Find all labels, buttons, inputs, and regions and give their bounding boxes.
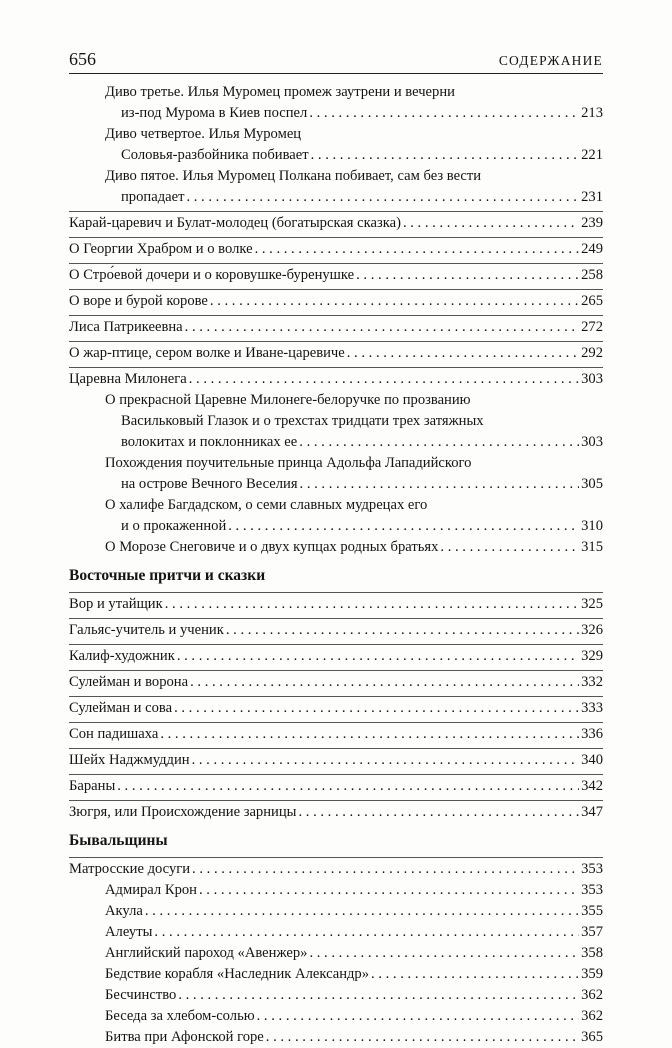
toc-entry[interactable] (69, 880, 603, 901)
entry-divider (69, 618, 603, 619)
toc-entry[interactable] (69, 343, 603, 364)
toc-entry[interactable] (69, 776, 603, 797)
toc-page-number: 353 (581, 882, 603, 898)
toc-entry[interactable] (69, 265, 603, 286)
toc-page-number: 347 (581, 804, 603, 820)
dot-leader (300, 474, 580, 495)
toc-entry[interactable] (69, 537, 603, 558)
dot-leader (356, 265, 579, 286)
dot-leader (309, 943, 579, 964)
dot-leader (440, 537, 579, 558)
dot-leader (185, 317, 579, 338)
toc-page-number: 340 (581, 752, 603, 768)
toc-entry[interactable] (69, 317, 603, 338)
toc-page-number: 303 (581, 434, 603, 450)
toc-page-number: 362 (581, 987, 603, 1003)
toc-entry-title: Гальяс-учитель и ученик (69, 622, 224, 638)
toc-entry-title: Карай-царевич и Булат-молодец (богатырская сказка) (69, 215, 401, 231)
toc-page-number: 310 (581, 518, 603, 534)
entry-divider (69, 800, 603, 801)
toc-page-number: 249 (581, 241, 603, 257)
dot-leader (190, 672, 579, 693)
toc-entry[interactable] (69, 166, 603, 208)
dot-leader (299, 432, 579, 453)
toc-page-number: 258 (581, 267, 603, 283)
toc-entry-title: Сулейман и ворона (69, 674, 189, 690)
dot-leader (210, 291, 579, 312)
dot-leader (177, 646, 579, 667)
entry-divider (69, 774, 603, 775)
toc-page-number: 292 (581, 345, 603, 361)
dot-leader (226, 620, 579, 641)
dot-leader (347, 343, 579, 364)
dot-leader (145, 901, 579, 922)
toc-page-number: 355 (581, 903, 603, 919)
dot-leader (117, 776, 579, 797)
section-heading: Бывальщины (69, 832, 168, 849)
toc-entry-title: О жар-птице, сером волке и Иване-царевиче (69, 345, 345, 361)
dot-leader (309, 103, 579, 124)
toc-entry[interactable] (69, 698, 603, 719)
toc-page-number: 359 (581, 966, 603, 982)
entry-divider (69, 263, 603, 264)
entry-divider (69, 857, 603, 858)
entry-divider (69, 644, 603, 645)
toc-entry[interactable] (69, 1006, 603, 1027)
toc-page-number: 357 (581, 924, 603, 940)
toc-entry-title: волокитах и поклонниках ее (121, 434, 298, 450)
dot-leader (298, 802, 579, 823)
toc-entry-title: Беседа за хлебом-солью (105, 1008, 255, 1024)
toc-page-number: 333 (581, 700, 603, 716)
toc-entry-title: Сулейман и сова (69, 700, 173, 716)
page-header (69, 49, 603, 74)
toc-entry-title: Алеуты (105, 924, 153, 940)
toc-entry[interactable] (69, 124, 603, 166)
toc-page-number: 326 (581, 622, 603, 638)
toc-page-number: 315 (581, 539, 603, 555)
entry-divider (69, 341, 603, 342)
toc-entry-title: О Георгии Храбром и о волке (69, 241, 253, 257)
toc-entry-title: пропадает (121, 189, 185, 205)
dot-leader (189, 369, 579, 390)
toc-entry[interactable] (69, 859, 603, 880)
toc-page-number: 231 (581, 189, 603, 205)
toc-entry[interactable] (69, 964, 603, 985)
toc-entry[interactable] (69, 922, 603, 943)
toc-entry[interactable] (69, 239, 603, 260)
dot-leader (257, 1006, 579, 1027)
entry-divider (69, 722, 603, 723)
toc-entry-title: на острове Вечного Веселия (121, 476, 298, 492)
toc-page-number: 272 (581, 319, 603, 335)
toc-entry[interactable] (69, 802, 603, 823)
toc-entry-title-line: О халифе Багдадском, о семи славных мудрецах его (105, 497, 428, 513)
toc-entry-title-line: О прекрасной Царевне Милонеге-белоручке по прозванию (105, 392, 471, 408)
entry-divider (69, 367, 603, 368)
toc-page-number: 336 (581, 726, 603, 742)
toc-entry-title-line: Диво четвертое. Илья Муромец (105, 126, 302, 142)
toc-entry-title: Матросские досуги (69, 861, 191, 877)
toc-entry[interactable] (69, 620, 603, 641)
toc-entry[interactable] (69, 943, 603, 964)
toc-entry[interactable] (69, 213, 603, 234)
dot-leader (403, 213, 579, 234)
dot-leader (371, 964, 579, 985)
toc-entry-title: О Морозе Снеговиче и о двух купцах родных братьях (105, 539, 439, 555)
toc-entry-title-line: Диво пятое. Илья Муромец Полкана побивает, сам без вести (105, 168, 482, 184)
dot-leader (174, 698, 579, 719)
toc-entry-title: Царевна Милонега (69, 371, 187, 387)
entry-divider (69, 670, 603, 671)
dot-leader (186, 187, 579, 208)
dot-leader (192, 750, 580, 771)
dot-leader (266, 1027, 579, 1048)
toc-entry-title-line: Диво третье. Илья Муромец промеж заутрени и вечерни (105, 84, 455, 100)
toc-entry-title: О Стро́евой дочери и о коровушке-буренушке (69, 267, 355, 283)
page-number: 656 (69, 49, 96, 69)
toc-page-number: 332 (581, 674, 603, 690)
dot-leader (199, 880, 579, 901)
toc-entry[interactable] (69, 724, 603, 745)
entry-divider (69, 696, 603, 697)
section-heading: Восточные притчи и сказки (69, 567, 266, 584)
dot-leader (154, 922, 579, 943)
toc-entry[interactable] (69, 750, 603, 771)
toc-page-number: 353 (581, 861, 603, 877)
table-of-contents (69, 82, 603, 1048)
entry-divider (69, 592, 603, 593)
toc-page-number: 213 (581, 105, 603, 121)
dot-leader (311, 145, 580, 166)
dot-leader (165, 594, 579, 615)
toc-entry-title: О воре и бурой корове (69, 293, 208, 309)
toc-entry-title-line: Васильковый Глазок и о трехстах тридцати трех затяжных (121, 413, 484, 429)
toc-entry[interactable] (69, 985, 603, 1006)
toc-entry-title: Бараны (69, 778, 116, 794)
dot-leader (178, 985, 579, 1006)
dot-leader (255, 239, 580, 260)
dot-leader (228, 516, 579, 537)
entry-divider (69, 315, 603, 316)
running-title: СОДЕРЖАНИЕ (498, 53, 603, 68)
toc-entry-title: Акула (105, 903, 143, 919)
toc-entry[interactable] (69, 672, 603, 693)
entry-divider (69, 237, 603, 238)
toc-page-number: 305 (581, 476, 603, 492)
toc-page-number: 358 (581, 945, 603, 961)
toc-entry[interactable] (69, 291, 603, 312)
toc-entry-title: Шейх Наджмуддин (69, 752, 190, 768)
toc-page-number: 342 (581, 778, 603, 794)
entry-divider (69, 211, 603, 212)
toc-entry[interactable] (69, 901, 603, 922)
toc-entry-title: Битва при Афонской горе (105, 1029, 264, 1045)
entry-divider (69, 289, 603, 290)
toc-entry-title: и о прокаженной (121, 518, 227, 534)
toc-entry[interactable] (69, 646, 603, 667)
toc-page-number: 329 (581, 648, 603, 664)
toc-entry[interactable] (69, 594, 603, 615)
toc-entry-title: из-под Мурома в Киев поспел (121, 105, 308, 121)
toc-entry[interactable] (69, 369, 603, 390)
toc-entry[interactable] (69, 1027, 603, 1048)
toc-entry-title: Зюгря, или Происхождение зарницы (69, 804, 297, 820)
dot-leader (160, 724, 579, 745)
toc-entry-title: Английский пароход «Авенжер» (105, 945, 308, 961)
toc-page-number: 303 (581, 371, 603, 387)
toc-entry-title: Бесчинство (105, 987, 177, 1003)
toc-page-number: 365 (581, 1029, 603, 1045)
toc-page-number: 325 (581, 596, 603, 612)
dot-leader (192, 859, 579, 880)
toc-entry-title: Сон падишаха (69, 726, 159, 742)
toc-entry[interactable] (69, 453, 603, 495)
toc-entry-title: Лиса Патрикеевна (69, 319, 183, 335)
toc-page-number: 221 (581, 147, 603, 163)
toc-entry[interactable] (69, 495, 603, 537)
toc-page-number: 265 (581, 293, 603, 309)
toc-page-number: 362 (581, 1008, 603, 1024)
toc-entry-title: Бедствие корабля «Наследник Александр» (105, 966, 370, 982)
toc-entry-title-line: Похождения поучительные принца Адольфа Лападийского (105, 455, 472, 471)
toc-entry[interactable] (69, 82, 603, 124)
toc-entry-title: Калиф-художник (69, 648, 175, 664)
toc-page-number: 239 (581, 215, 603, 231)
toc-entry-title: Адмирал Крон (105, 882, 197, 898)
entry-divider (69, 748, 603, 749)
toc-entry-title: Вор и утайщик (69, 596, 163, 612)
toc-entry[interactable] (69, 390, 603, 453)
toc-entry-title: Соловья-разбойника побивает (121, 147, 309, 163)
